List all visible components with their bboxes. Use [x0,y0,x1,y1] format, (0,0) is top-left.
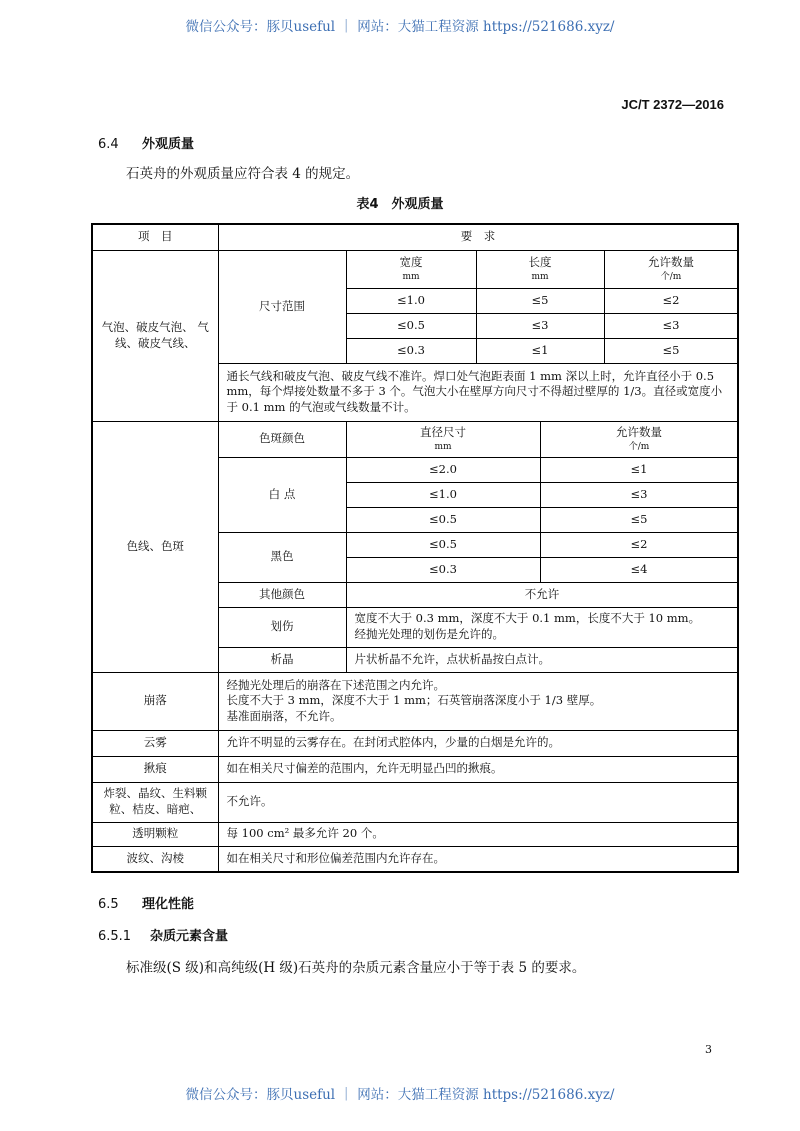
section-title: 理化性能 [142,897,195,912]
row-text: 片状析晶不允许，点状析晶按白点计。 [346,647,738,672]
row-text: 如在相关尺寸偏差的范围内，允许无明显凸凹的揪痕。 [218,756,738,782]
section-6-5-1-paragraph: 标准级(S 级)和高纯级(H 级)石英舟的杂质元素含量应小于等于表 5 的要求。 [126,960,586,976]
section-title: 杂质元素含量 [150,929,229,944]
bubble-note: 通长气线和破皮气泡、破皮气线不准许。焊口处气泡距表面 1 mm 深以上时，允许直径小于 0.5 mm，每个焊接处数量不多于 3 个。气泡大小在壁厚方向尺寸不得超过壁厚的 1/3。直径或宽度小于 0.1 mm 的气泡或气线数量不计。 [218,363,738,421]
size-range-label: 尺寸范围 [218,250,346,363]
row-text: 宽度不大于 0.3 mm，深度不大于 0.1 mm，长度不大于 10 mm。 经抛光处理的划伤是允许的。 [346,607,738,647]
row-label: 揪痕 [92,756,218,782]
row-label: 云雾 [92,730,218,756]
watermark-top: 微信公众号：豚贝useful ｜ 网站：大猫工程资源 https://521686.xyz/ [185,19,615,35]
width-header: 宽度 mm [346,250,476,288]
row-label: 波纹、沟棱 [92,846,218,872]
row-text: 允许不明显的云雾存在。在封闭式腔体内，少量的白烟是允许的。 [218,730,738,756]
row-text: 每 100 cm² 最多允许 20 个。 [218,822,738,846]
section-number: 6.5.1 [98,929,132,944]
diameter-cell: ≤0.5 [346,507,540,532]
appearance-quality-table [91,223,739,873]
allowed-cell: ≤5 [604,338,738,363]
bubble-label: 气泡、破皮气泡、 气线、破皮气线、 [92,250,218,421]
header-requirement: 要 求 [218,224,738,250]
row-text: 如在相关尺寸和形位偏差范围内允许存在。 [218,846,738,872]
page-number: 3 [705,1043,712,1056]
other-color-value: 不允许 [346,582,738,607]
length-cell: ≤1 [476,338,604,363]
standard-number: JC/T 2372—2016 [621,97,724,112]
row-label: 透明颗粒 [92,822,218,846]
allowed-cell: ≤3 [604,313,738,338]
table-caption: 表4 外观质量 [356,197,444,212]
section-6-4-paragraph: 石英舟的外观质量应符合表 4 的规定。 [126,166,360,182]
diameter-cell: ≤0.3 [346,557,540,582]
length-header: 长度 mm [476,250,604,288]
spot-label: 色线、色斑 [92,421,218,672]
row-label: 划伤 [218,607,346,647]
section-title: 外观质量 [142,137,195,152]
spot-allowed-cell: ≤5 [540,507,738,532]
section-number: 6.5 [98,897,119,912]
spot-allowed-header: 允许数量 个/m [540,421,738,457]
width-cell: ≤1.0 [346,288,476,313]
diameter-cell: ≤1.0 [346,482,540,507]
black-spot-label: 黑色 [218,532,346,582]
white-spot-label: 白 点 [218,457,346,532]
width-cell: ≤0.3 [346,338,476,363]
row-label: 炸裂、晶纹、生料颗粒、桔皮、暗疤、 [92,782,218,822]
spot-allowed-cell: ≤3 [540,482,738,507]
row-text: 经抛光处理后的崩落在下述范围之内允许。 长度不大于 3 mm，深度不大于 1 mm；石英管崩落深度小于 1/3 壁厚。 基准面崩落，不允许。 [218,672,738,730]
diameter-header: 直径尺寸 mm [346,421,540,457]
length-cell: ≤5 [476,288,604,313]
row-label: 析晶 [218,647,346,672]
header-item: 项 目 [92,224,218,250]
spot-allowed-cell: ≤2 [540,532,738,557]
diameter-cell: ≤2.0 [346,457,540,482]
spot-allowed-cell: ≤1 [540,457,738,482]
section-6-5-heading [98,893,194,912]
width-cell: ≤0.5 [346,313,476,338]
allowed-cell: ≤2 [604,288,738,313]
row-label: 崩落 [92,672,218,730]
row-text: 不允许。 [218,782,738,822]
section-number: 6.4 [98,137,119,152]
watermark-bottom: 微信公众号：豚贝useful ｜ 网站：大猫工程资源 https://521686.xyz/ [185,1087,615,1103]
length-cell: ≤3 [476,313,604,338]
spot-color-header: 色斑颜色 [218,421,346,457]
other-color-label: 其他颜色 [218,582,346,607]
spot-allowed-cell: ≤4 [540,557,738,582]
section-6-4-heading [98,133,194,152]
section-6-5-1-heading [98,925,228,944]
allowed-header: 允许数量 个/m [604,250,738,288]
diameter-cell: ≤0.5 [346,532,540,557]
